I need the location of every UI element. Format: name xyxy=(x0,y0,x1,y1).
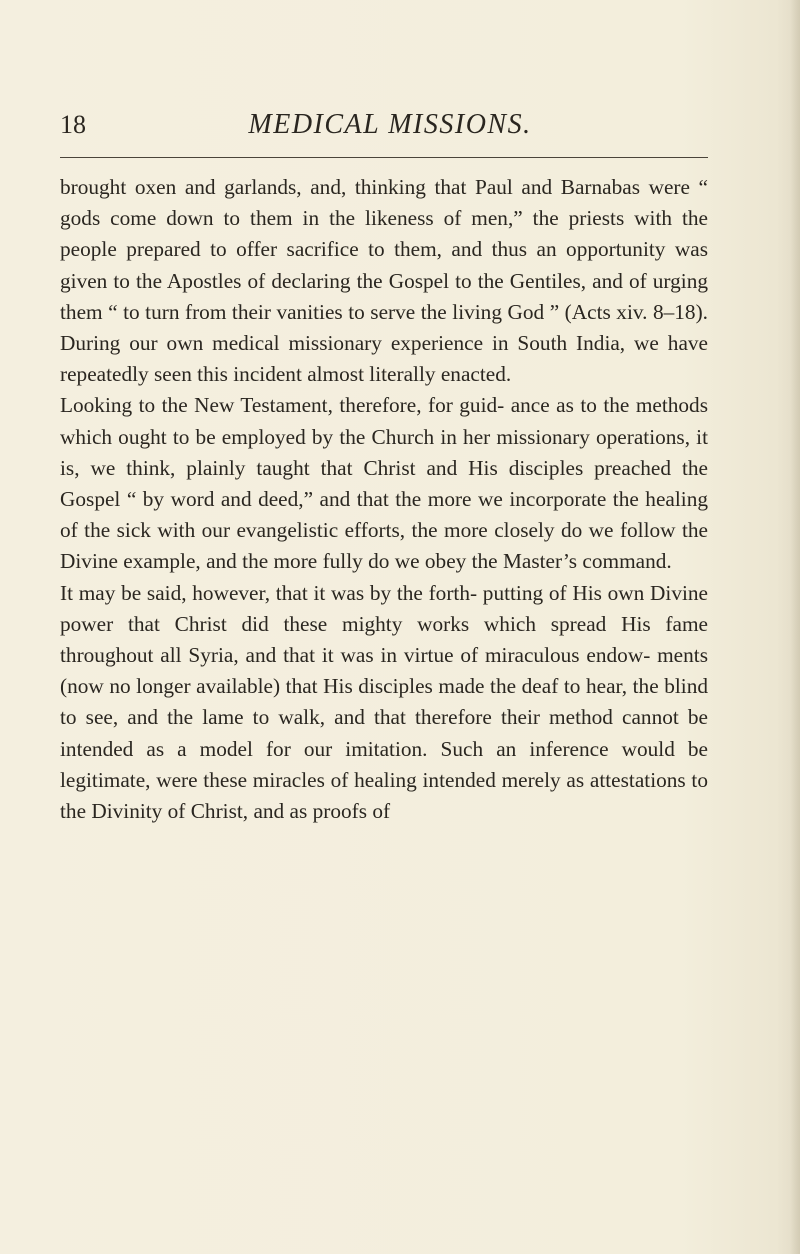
page-number: 18 xyxy=(60,110,86,139)
paragraph-1: brought oxen and garlands, and, thinking that Paul and Barnabas were “ gods come down to them in the likeness of men,” the priests with the people prepared to offer sacrifice to them, and thus an opportunity was given to the Apostles of declaring the Gospel to the Gentiles, and of urging them “ to turn from their vanities to serve the living God ” (Acts xiv. 8–18). During our own medical missionary experience in South India, we have repeatedly seen this incident almost literally enacted. xyxy=(60,175,708,387)
page-edge-shadow xyxy=(790,0,800,1254)
running-head xyxy=(60,100,720,150)
header-rule xyxy=(60,157,708,158)
body-text xyxy=(60,172,708,827)
paragraph-2: Looking to the New Testament, therefore, for guid- ance as to the methods which ought to be employed by the Church in her missionary operations, it is, we think, plainly taught that Christ and His disciples preached the Gospel “ by word and deed,” and that the more we incorporate the healing of the sick with our evangelistic efforts, the more closely do we follow the Divine example, and the more fully do we obey the Master’s command. xyxy=(60,393,708,574)
paragraph-3: It may be said, however, that it was by the forth- putting of His own Divine power that Christ did these mighty works which spread His fame throughout all Syria, and that it was in virtue of miraculous endow- ments (now no longer available) that His disciples made the deaf to hear, the blind to see, and the lame to walk, and that therefore their method cannot be intended as a model for our imitation. Such an inference would be legitimate, were these miracles of healing intended merely as attestations to the Divinity of Christ, and as proofs of xyxy=(60,580,708,824)
running-title: MEDICAL MISSIONS. xyxy=(248,109,532,140)
